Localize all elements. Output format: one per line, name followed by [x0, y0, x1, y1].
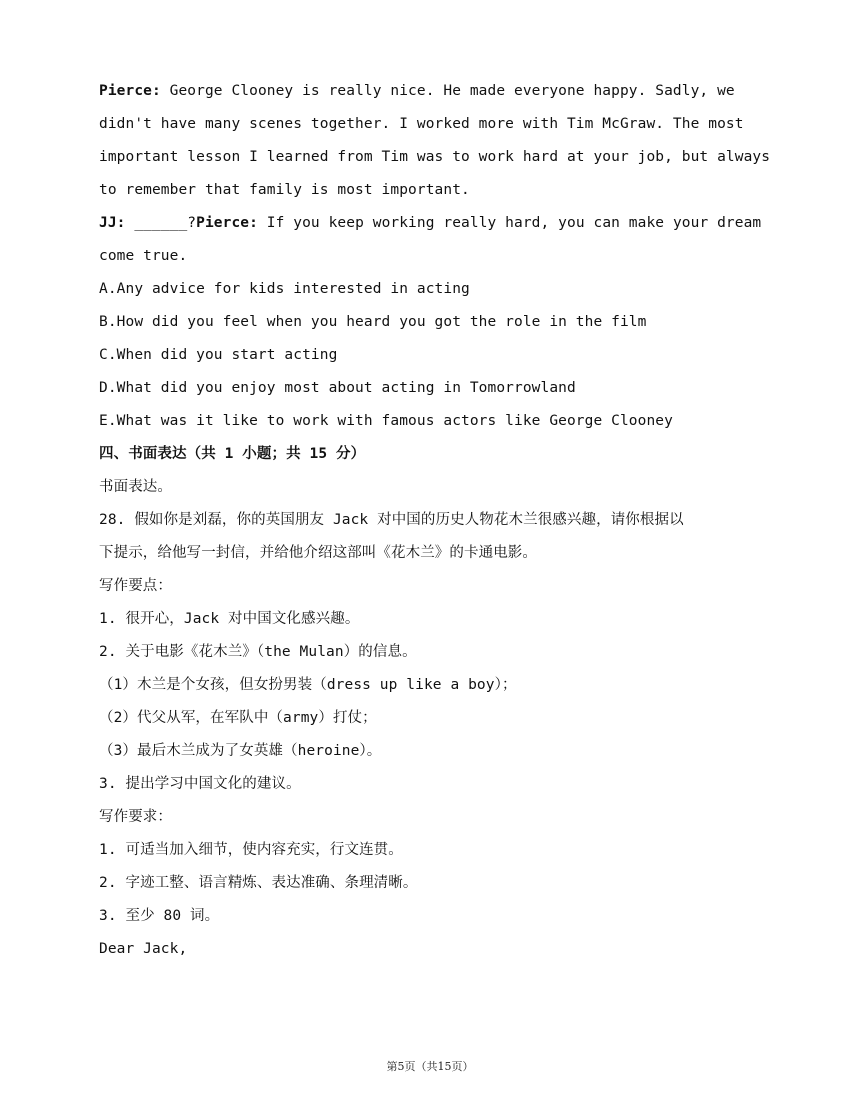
writing-point: 1. 很开心，Jack 对中国文化感兴趣。	[99, 611, 360, 627]
option-a: A.Any advice for kids interested in acting	[99, 281, 470, 297]
interview-line: important lesson I learned from Tim was to work hard at your job, but always	[99, 149, 771, 165]
speaker-pierce: Pierce:	[196, 215, 258, 231]
answer-blank: ______?	[125, 215, 197, 231]
writing-point: （2）代父从军，在军队中（army）打仗；	[99, 710, 377, 726]
option-d: D.What did you enjoy most about acting in Tomorrowland	[99, 380, 576, 396]
writing-requirement: 3. 至少 80 词。	[99, 908, 220, 924]
letter-greeting: Dear Jack,	[99, 941, 188, 957]
writing-point: （3）最后木兰成为了女英雄（heroine）。	[99, 743, 382, 759]
section-subheading: 书面表达。	[99, 479, 172, 495]
speaker-pierce: Pierce:	[99, 83, 161, 99]
writing-requirements-title: 写作要求：	[99, 809, 172, 825]
writing-point: （1）木兰是个女孩，但女扮男装（dress up like a boy）；	[99, 677, 517, 693]
writing-point: 2. 关于电影《花木兰》（the Mulan）的信息。	[99, 644, 417, 660]
section-heading: 四、书面表达（共 1 小题；共 15 分）	[99, 446, 366, 462]
option-c: C.When did you start acting	[99, 347, 338, 363]
interview-line: JJ: ______?Pierce: If you keep working really hard, you can make your dream	[99, 215, 762, 231]
writing-point: 3. 提出学习中国文化的建议。	[99, 776, 301, 792]
option-e: E.What was it like to work with famous actors like George Clooney	[99, 413, 673, 429]
question-28-line: 下提示，给他写一封信，并给他介绍这部叫《花木兰》的卡通电影。	[99, 545, 537, 561]
interview-line: Pierce: George Clooney is really nice. He made everyone happy. Sadly, we	[99, 83, 735, 99]
page-footer: 第5页（共15页）	[386, 1060, 474, 1073]
writing-points-title: 写作要点：	[99, 578, 172, 594]
writing-requirement: 1. 可适当加入细节，使内容充实，行文连贯。	[99, 842, 403, 858]
interview-line: come true.	[99, 248, 188, 264]
interview-line: to remember that family is most important.	[99, 182, 470, 198]
interview-line: didn't have many scenes together. I worked more with Tim McGraw. The most	[99, 116, 744, 132]
writing-requirement: 2. 字迹工整、语言精炼、表达准确、条理清晰。	[99, 875, 418, 891]
page-content	[99, 75, 779, 966]
option-b: B.How did you feel when you heard you got the role in the film	[99, 314, 647, 330]
question-28-line: 28. 假如你是刘磊，你的英国朋友 Jack 对中国的历史人物花木兰很感兴趣，请你根据以	[99, 512, 684, 528]
speaker-jj: JJ:	[99, 215, 126, 231]
